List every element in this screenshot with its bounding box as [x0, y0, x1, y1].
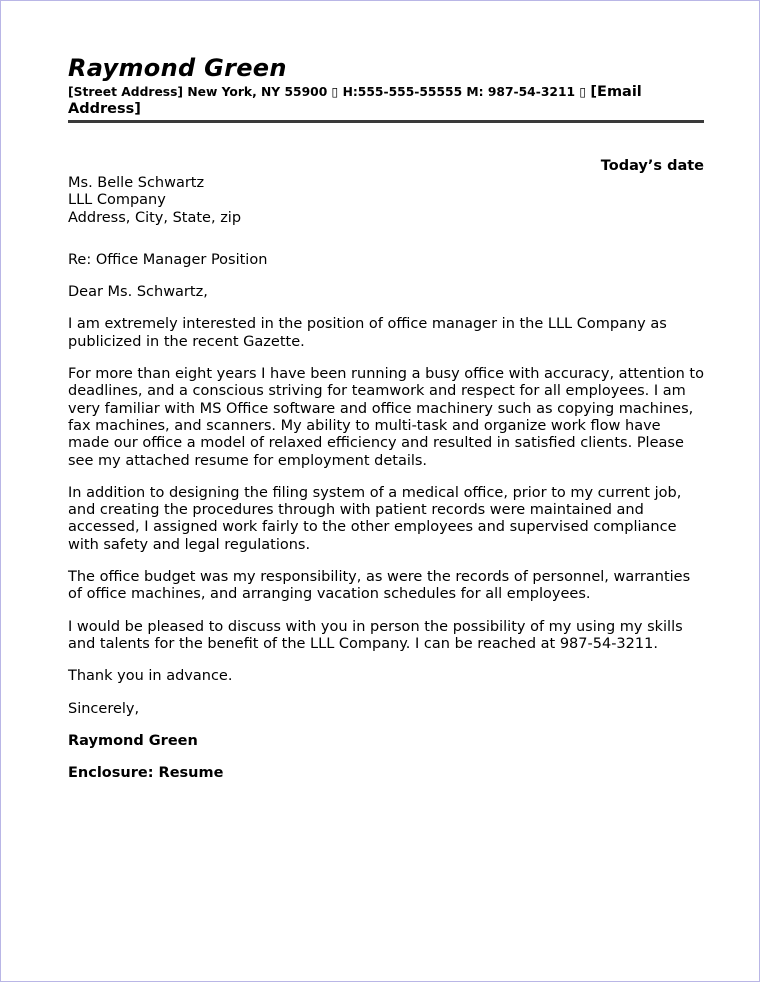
- paragraph-experience: For more than eight years I have been running a busy office with accuracy, attention to deadlines, and a conscious striving for teamwork and respect for all employees. I am very familiar with MS Office software and office machinery such as copying machines, fax machines, and scanners. My ability to multi-task and organize work flow have made our office a model of relaxed efficiency and resulted in satisfied clients. Please see my attached resume for employment details.: [68, 366, 704, 469]
- sign-off: Sincerely,: [68, 700, 140, 717]
- paragraph-duties: In addition to designing the filing system of a medical office, prior to my current job, and creating the procedures through with patient records were maintained and accessed, I assigned work fairly to the other employees and supervised compliance with safety and legal regulations.: [68, 484, 682, 553]
- recipient-company: LLL Company: [68, 192, 166, 209]
- header-divider: [68, 120, 704, 123]
- recipient-name: Ms. Belle Schwartz: [68, 175, 205, 191]
- paragraph-contact: I would be pleased to discuss with you in person the possibility of my using my skills and talents for the benefit of the LLL Company. I can be reached at 987-54-3211.: [68, 618, 683, 652]
- enclosure-note: Enclosure: Resume: [68, 765, 224, 782]
- salutation: Dear Ms. Schwartz,: [68, 284, 208, 301]
- letter-date: Today’s date: [600, 158, 704, 174]
- sender-name: Raymond Green: [68, 54, 287, 82]
- recipient-address: Address, City, State, zip: [68, 209, 242, 226]
- paragraph-budget: The office budget was my responsibility, as were the records of personnel, warranties of office machines, and arranging vacation schedules for all employees.: [68, 569, 691, 603]
- contact-line: [Street Address] New York, NY 55900 ▯ H:555-555-55555 M: 987-54-3211 ▯: [68, 85, 591, 99]
- recipient-block: [68, 175, 704, 227]
- cover-letter: [68, 52, 704, 782]
- contact-email: [Email Address]: [68, 84, 642, 117]
- closing-thanks: Thank you in advance.: [68, 668, 233, 685]
- paragraph-interest: I am extremely interested in the position of office manager in the LLL Company as publicized in the recent Gazette.: [68, 316, 667, 350]
- sender-contact: [68, 84, 704, 118]
- signature-name: Raymond Green: [68, 732, 198, 749]
- subject-line: Re: Office Manager Position: [68, 251, 268, 268]
